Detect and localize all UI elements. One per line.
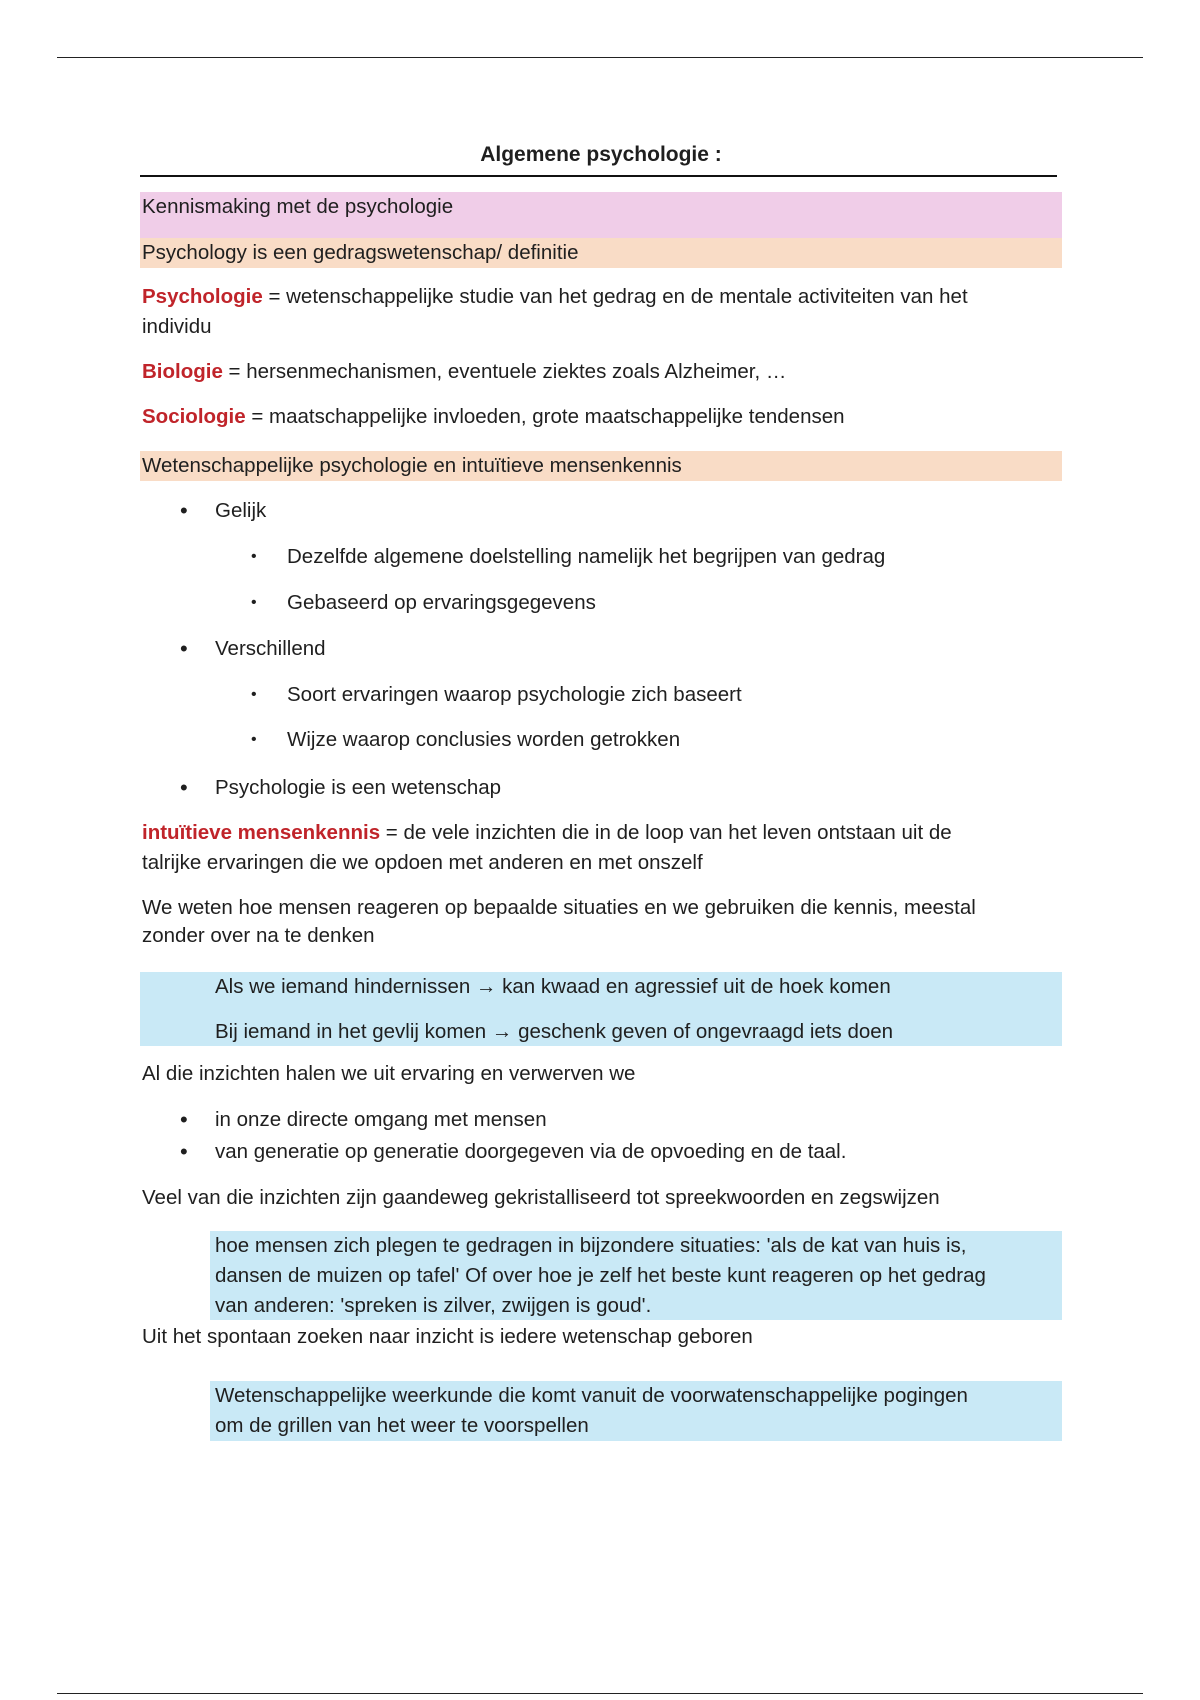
document-content [140,140,1062,1437]
example-line: Wetenschappelijke weerkunde die komt vanuit de voorwatenschappelijke pogingen [215,1384,968,1407]
section-heading-intuitieve [140,451,1062,481]
bottom-page-rule [57,1693,1143,1694]
definition-text: = de vele inzichten die in de loop van het leven ontstaan uit de [380,821,952,844]
definition-continuation: individu [142,315,212,338]
bullet-icon: • [180,498,188,523]
bullet-icon: • [180,775,188,800]
definition-term: intuïtieve mensenkennis [142,821,381,844]
example-line: dansen de muizen op tafel' Of over hoe je zelf het beste kunt reageren op het gedrag [215,1264,986,1287]
list-item: van generatie op generatie doorgegeven via de opvoeding en de taal. [215,1140,847,1163]
section-heading-label: Kennismaking met de psychologie [142,195,454,218]
example-line: hoe mensen zich plegen te gedragen in bijzondere situaties: 'als de kat van huis is, [215,1234,967,1257]
proverb-box [210,1231,1062,1320]
sub-bullet-icon: • [251,594,257,611]
document-title: Algemene psychologie : [480,143,722,166]
definition-term: Sociologie [142,405,246,428]
example-line: van anderen: 'spreken is zilver, zwijgen is goud'. [215,1294,652,1317]
paragraph: We weten hoe mensen reageren op bepaalde situaties en we gebruiken die kennis, meestal [142,896,976,919]
weather-box [210,1381,1062,1441]
definition-sociologie [142,402,845,432]
example-line: om de grillen van het weer te voorspellen [215,1414,589,1437]
definition-psychologie [142,282,968,312]
definition-text: = hersenmechanismen, eventuele ziektes zoals Alzheimer, … [222,360,787,383]
bullet-icon: • [180,1107,188,1132]
list-item: in onze directe omgang met mensen [215,1108,547,1131]
sub-bullet-icon: • [251,731,257,748]
paragraph: Uit het spontaan zoeken naar inzicht is iedere wetenschap geboren [142,1325,753,1348]
example-line: Als we iemand hindernissen → kan kwaad en agressief uit de hoek komen [215,975,891,998]
example-line: Bij iemand in het gevlij komen → geschenk geven of ongevraagd iets doen [215,1020,894,1043]
top-page-rule [57,57,1143,58]
list-item-gelijk: Gelijk [215,499,267,522]
definition-text: = wetenschappelijke studie van het gedrag en de mentale activiteiten van het [262,285,968,308]
definition-biologie [142,357,786,387]
example-box [140,972,1062,1046]
list-item-wetenschap: Psychologie is een wetenschap [215,776,502,799]
bullet-icon: • [180,636,188,661]
sub-bullet-icon: • [251,548,257,565]
list-item: Soort ervaringen waarop psychologie zich baseert [287,683,742,706]
paragraph: Veel van die inzichten zijn gaandeweg gekristalliseerd tot spreekwoorden en zegswijzen [142,1186,940,1209]
section-heading-kennismaking [140,192,1062,238]
list-item: Gebaseerd op ervaringsgegevens [287,591,596,614]
list-item-verschillend: Verschillend [215,637,326,660]
section-heading-gedragswetenschap [140,238,1062,268]
definition-term: Psychologie [142,285,263,308]
list-item: Dezelfde algemene doelstelling namelijk het begrijpen van gedrag [287,545,886,568]
section-heading-label: Wetenschappelijke psychologie en intuïtieve mensenkennis [142,454,682,477]
sub-bullet-icon: • [251,686,257,703]
list-item: Wijze waarop conclusies worden getrokken [287,728,681,751]
paragraph: Al die inzichten halen we uit ervaring en verwerven we [142,1062,636,1085]
definition-continuation: talrijke ervaringen die we opdoen met anderen en met onszelf [142,851,703,874]
section-heading-label: Psychology is een gedragswetenschap/ definitie [142,241,579,264]
title-underline [140,175,1057,177]
paragraph: zonder over na te denken [142,924,375,947]
definition-term: Biologie [142,360,223,383]
definition-text: = maatschappelijke invloeden, grote maatschappelijke tendensen [245,405,845,428]
bullet-icon: • [180,1139,188,1164]
definition-intuitieve-mensenkennis [142,818,952,848]
